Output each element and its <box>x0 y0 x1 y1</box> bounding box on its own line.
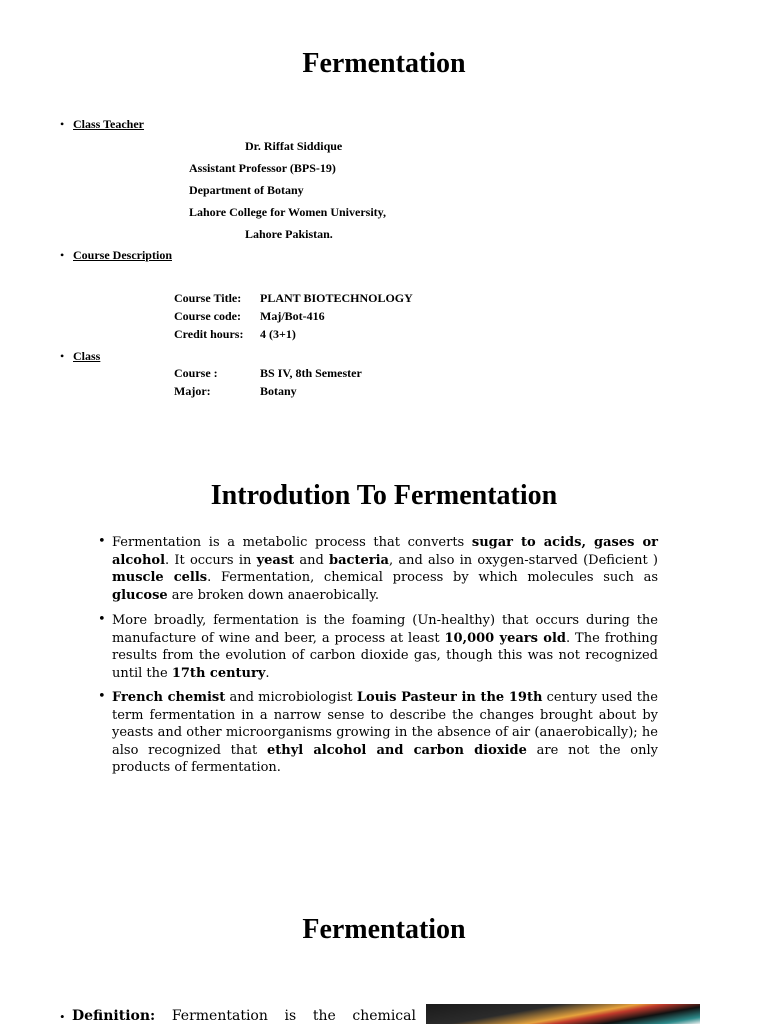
slide2-title: Introdution To Fermentation <box>210 480 558 511</box>
credit-hours-value: 4 (3+1) <box>260 327 296 341</box>
intro-paragraph-2: More broadly, fermentation is the foaming (Un-healthy) that occurs during the manufacture of wine and beer, a process at least 10,000 years old. The frothing results from the evolution of carbon dioxide gas, though this was not recognized until the 17th century. <box>112 613 659 681</box>
slide1-title: Fermentation <box>302 48 466 79</box>
fermentation-image <box>426 1004 700 1024</box>
definition-word-2: is <box>284 1008 297 1024</box>
teacher-university: Lahore College for Women University, <box>189 205 386 219</box>
course-title-key: Course Title: <box>174 291 242 305</box>
definition-label: Definition: <box>72 1008 156 1024</box>
definition-word-1: Fermentation <box>171 1008 268 1024</box>
teacher-location: Lahore Pakistan. <box>245 227 333 241</box>
class-course-row <box>174 364 362 382</box>
course-title-value: PLANT BIOTECHNOLOGY <box>260 291 413 305</box>
bullet-para-2: • <box>98 612 106 627</box>
intro-paragraph-1: Fermentation is a metabolic process that converts sugar to acids, gases or alcohol. It occurs in yeast and bacteria, and also in oxygen-starved (Deficient ) muscle cells. Fermentation, chemical process by which molecules such as glucose are broken down anaerobically. <box>112 535 659 603</box>
teacher-name: Dr. Riffat Siddique <box>245 139 343 153</box>
definition-word-4: chemical <box>352 1008 416 1024</box>
bullet-para-1: • <box>98 534 106 549</box>
definition-word-3: the <box>312 1008 336 1024</box>
teacher-designation: Assistant Professor (BPS-19) <box>189 161 336 175</box>
class-course-key: Course : <box>174 366 218 380</box>
class-major-row <box>174 382 297 400</box>
class-course-value: BS IV, 8th Semester <box>260 366 362 380</box>
course-title-row <box>174 289 413 307</box>
definition-row <box>72 1008 416 1024</box>
class-label: Class <box>73 349 101 363</box>
bullet-definition: • <box>60 1009 65 1024</box>
bullet-class: • <box>60 349 65 363</box>
credit-hours-key: Credit hours: <box>174 327 244 341</box>
slide3-title: Fermentation <box>302 914 466 945</box>
bullet-class-teacher: • <box>60 117 65 131</box>
course-code-key: Course code: <box>174 309 241 323</box>
course-code-value: Maj/Bot-416 <box>260 309 325 323</box>
bullet-course-description: • <box>60 248 65 262</box>
course-description-label: Course Description <box>73 248 172 262</box>
bullet-para-3: • <box>98 689 106 704</box>
class-teacher-label: Class Teacher <box>73 117 145 131</box>
class-major-key: Major: <box>174 384 211 398</box>
intro-paragraph-3: French chemist and microbiologist Louis Pasteur in the 19th century used the term fermentation in a narrow sense to describe the changes brought about by yeasts and other microorganisms growing in the absence of air (anaerobically); he also recognized that ethyl alcohol and carbon dioxide are not the only products of fermentation. <box>112 690 658 775</box>
teacher-department: Department of Botany <box>189 183 304 197</box>
class-major-value: Botany <box>260 384 297 398</box>
credit-hours-row <box>174 325 296 343</box>
course-code-row <box>174 307 325 325</box>
